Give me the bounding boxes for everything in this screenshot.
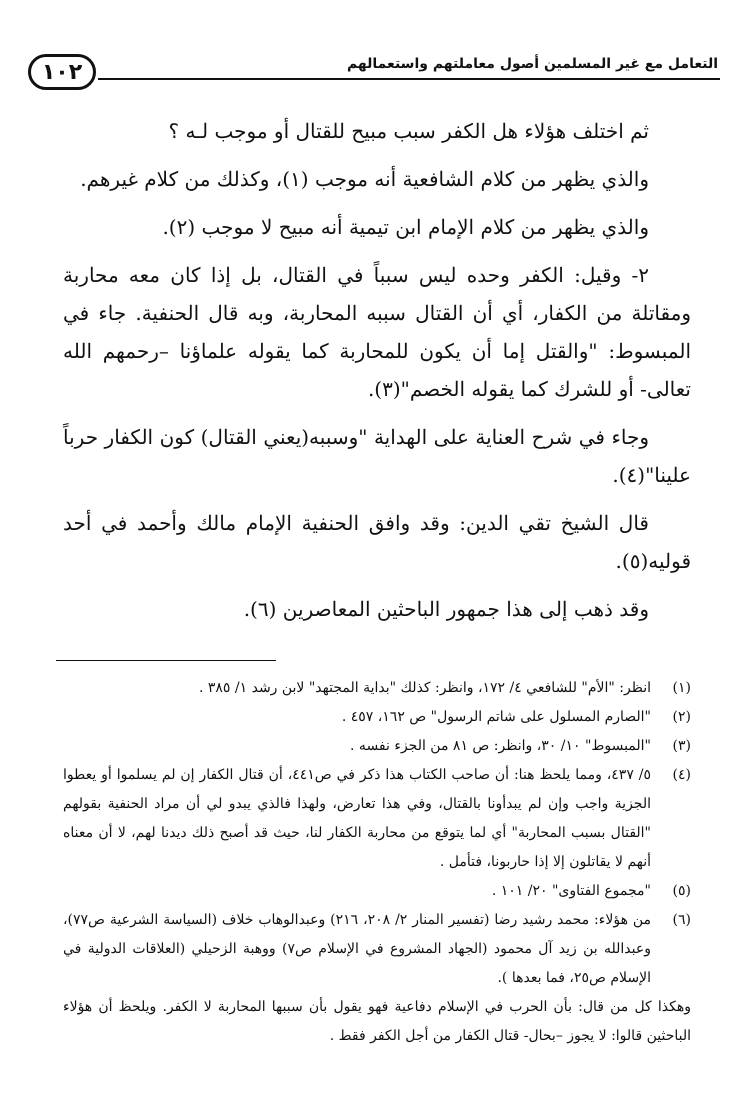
- footnote-text: "الصارم المسلول على شاتم الرسول" ص ١٦٢، ٤٥٧ .: [341, 709, 651, 725]
- footnote: [63, 877, 691, 906]
- footnote: [63, 906, 691, 993]
- footnote-number: (١): [672, 680, 691, 696]
- footnote: [63, 703, 691, 732]
- header-title: التعامل مع غير المسلمين أصول معاملتهم واستعمالهم: [346, 56, 718, 72]
- footnote-text: ٥/ ٤٣٧، ومما يلحظ هنا: أن صاحب الكتاب هذا ذكر في ص٤٤١، أن قتال الكفار إن لم يسلموا أو يعطوا الجزية واجب وإن لم يبدأونا بالقتال، وفي هذا تعارض، ولهذا فالذي يبدو لي أن مراد الحنفية بقولهم "القتال بسبب المحاربة" أي لما يتوقع من محاربة الكفار لنا، حيث قد أصبح ذلك ديدنا لهم، لا أن معناه أنهم لا يقاتلون إلا إذا حاربونا، فتأمل .: [63, 767, 652, 870]
- footnote-text: "المبسوط" ١٠/ ٣٠، وانظر: ص ٨١ من الجزء نفسه .: [350, 738, 651, 754]
- paragraph: وقد ذهب إلى هذا جمهور الباحثين المعاصرين (٦).: [243, 597, 649, 621]
- footnote-text: "مجموع الفتاوى" ٢٠/ ١٠١ .: [491, 883, 651, 899]
- footnote-continuation: وهكذا كل من قال: بأن الحرب في الإسلام دفاعية فهو يقول بأن سببها المحاربة لا الكفر. ويلحظ أن هؤلاء الباحثين قالوا: لا يجوز –بحال- قتال الكفار من أجل الكفر فقط .: [63, 999, 691, 1044]
- footnote-number: (٥): [672, 883, 691, 899]
- footnote: [63, 732, 691, 761]
- footnote: [63, 674, 691, 703]
- paragraph: والذي يظهر من كلام الإمام ابن تيمية أنه مبيح لا موجب (٢).: [162, 215, 649, 239]
- paragraph: ٢- وقيل: الكفر وحده ليس سبباً في القتال، بل إذا كان معه محاربة ومقاتلة من الكفار، أي أن القتال سببه المحاربة، وبه قال الحنفية. جاء في المبسوط: "والقتل إما أن يكون للمحاربة كما يقوله علماؤنا –رحمهم الله تعالى- أو للشرك كما يقوله الخصم"(٣).: [63, 263, 691, 401]
- running-header: [28, 54, 720, 94]
- footnote-number: (٤): [672, 767, 691, 783]
- footnote: [63, 761, 691, 877]
- page-number-badge: ١٠٢: [28, 54, 96, 90]
- footnote-number: (٢): [672, 709, 691, 725]
- paragraph: ثم اختلف هؤلاء هل الكفر سبب مبيح للقتال أو موجب لـه ؟: [168, 119, 649, 143]
- body-text: [63, 112, 691, 638]
- paragraph: قال الشيخ تقي الدين: وقد وافق الحنفية الإمام مالك وأحمد في أحد قوليه(٥).: [63, 511, 691, 573]
- paragraph: وجاء في شرح العناية على الهداية "وسببه(يعني القتال) كون الكفار حرباً علينا"(٤).: [63, 425, 691, 487]
- header-rule: [98, 78, 720, 80]
- footnote-text: من هؤلاء: محمد رشيد رضا (تفسير المنار ٢/ ٢٠٨، ٢١٦) وعبدالوهاب خلاف (السياسة الشرعية ص٧٧)، وعبدالله بن زيد آل محمود (الجهاد المشروع في الإسلام ص٧) ووهبة الزحيلي (العلاقات الدولية في الإسلام ص٢٥، فما بعدها ).: [63, 912, 652, 986]
- paragraph: والذي يظهر من كلام الشافعية أنه موجب (١)، وكذلك من كلام غيرهم.: [80, 167, 649, 191]
- footnote-text: انظر: "الأم" للشافعي ٤/ ١٧٢، وانظر: كذلك "بداية المجتهد" لابن رشد ١/ ٣٨٥ .: [198, 680, 651, 696]
- footnote-separator: [56, 660, 276, 661]
- footnote-number: (٦): [672, 912, 691, 928]
- footnotes: [63, 674, 691, 1051]
- footnote-number: (٣): [672, 738, 691, 754]
